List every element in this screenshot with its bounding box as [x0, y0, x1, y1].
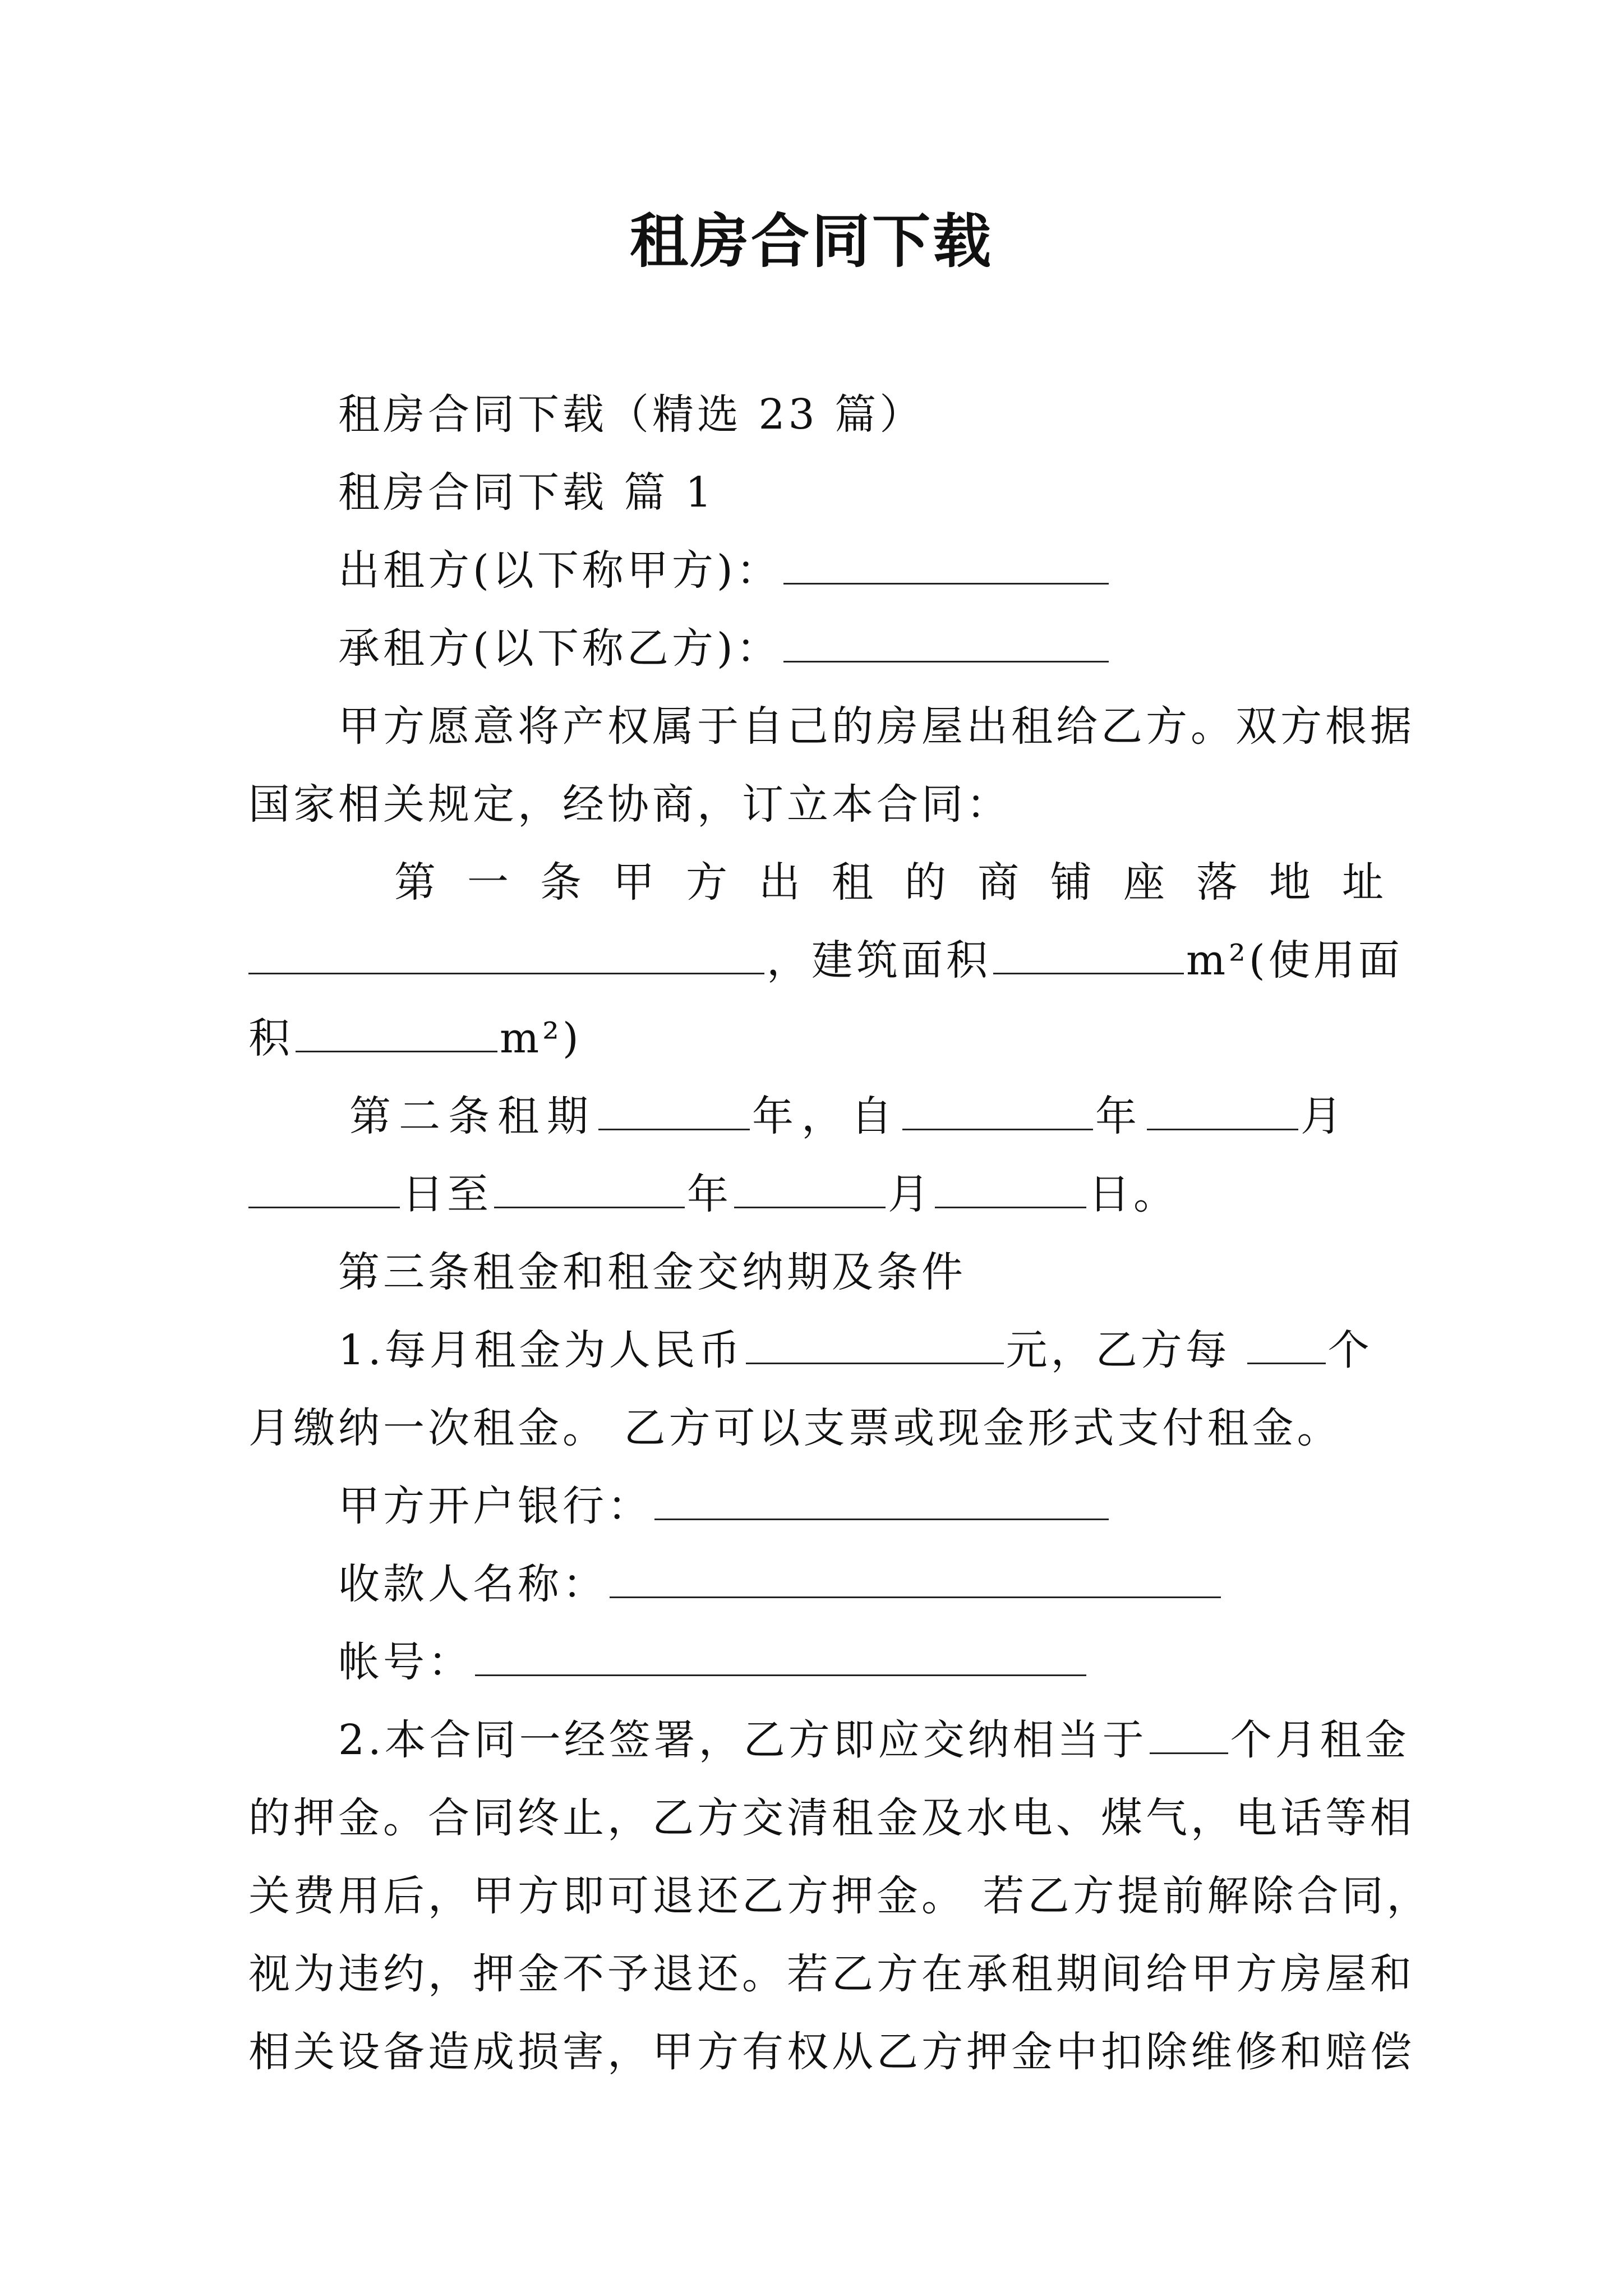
art1-char: 条	[540, 858, 585, 907]
article-3-item-2-line-5	[248, 2013, 1415, 2091]
document-title: 租房合同下载	[629, 207, 993, 275]
art2-month: 月	[1301, 1092, 1350, 1140]
art2-day-to: 日至	[402, 1170, 492, 1218]
art1-char: 商	[978, 858, 1022, 907]
document-body	[248, 376, 1432, 2091]
art3-item2-line5: 相关设备造成损害，甲方有权从乙方押金中扣除维修和赔偿	[248, 2028, 1415, 2076]
term-years-blank[interactable]	[598, 1088, 750, 1130]
payee-blank[interactable]	[610, 1556, 1221, 1598]
art1-char: 的	[905, 858, 949, 907]
account-line	[248, 1623, 1387, 1701]
end-month-blank[interactable]	[734, 1166, 886, 1208]
article-1-line-2	[248, 922, 1403, 1000]
art2-year: 年，	[752, 1092, 851, 1140]
article-3-heading	[248, 1234, 1387, 1312]
art1-char: 落	[1196, 858, 1241, 907]
article-1-line-3	[248, 1000, 1387, 1078]
art3-item2-line2: 的押金。合同终止，乙方交清租金及水电、煤气，电话等相	[248, 1794, 1415, 1842]
start-month-blank[interactable]	[1147, 1088, 1298, 1130]
intro-text-2: 国家相关规定，经协商，订立本合同：	[248, 780, 1011, 829]
art3-item2-a: 2.本合同一经签署，乙方即应交纳相当于	[338, 1716, 1147, 1764]
art2-year2: 年	[1095, 1092, 1145, 1140]
end-year-blank[interactable]	[494, 1166, 685, 1208]
end-day-blank[interactable]	[935, 1166, 1086, 1208]
art3-item1-a: 1.每月租金为人民币	[338, 1326, 744, 1374]
article-1-line-1	[248, 844, 1387, 922]
article-2-line-2	[248, 1156, 1387, 1234]
art3-heading-text: 第三条租金和租金交纳期及条件	[338, 1248, 966, 1296]
subtitle	[248, 376, 1387, 454]
section-heading-text: 租房合同下载 篇 1	[338, 468, 716, 517]
payee-line	[248, 1545, 1387, 1623]
art2-day-end: 日。	[1089, 1170, 1178, 1218]
art3-item1-c: 个	[1327, 1326, 1373, 1374]
lessee-label: 承租方(以下称乙方)：	[338, 624, 781, 673]
address-blank[interactable]	[248, 932, 764, 974]
monthly-rent-blank[interactable]	[746, 1322, 1004, 1364]
art1-char: 租	[832, 858, 877, 907]
lessor-blank[interactable]	[783, 542, 1109, 585]
article-3-item-2-line-2	[248, 1779, 1415, 1857]
bank-blank[interactable]	[654, 1478, 1109, 1520]
intro-line-1	[248, 688, 1415, 766]
art3-item2-line4: 视为违约，押金不予退还。若乙方在承租期间给甲方房屋和	[248, 1950, 1415, 1998]
article-3-item-1-line-2	[248, 1389, 1387, 1467]
account-label: 帐号：	[338, 1638, 473, 1686]
art2-from: 自	[851, 1092, 900, 1140]
start-year-blank[interactable]	[902, 1088, 1093, 1130]
article-2-line-1	[248, 1078, 1387, 1156]
lessor-line	[248, 532, 1387, 610]
art2-label: 第二条租期	[349, 1092, 596, 1140]
payee-label: 收款人名称：	[338, 1560, 607, 1608]
art3-item2-b: 个月租金	[1230, 1716, 1410, 1764]
usable-area-blank[interactable]	[296, 1010, 497, 1052]
article-3-item-2-line-1	[248, 1701, 1410, 1779]
art1-char: 方	[686, 858, 731, 907]
usable-unit: m²)	[500, 1014, 582, 1062]
area-unit: m²(使用面	[1186, 936, 1403, 984]
start-day-blank[interactable]	[248, 1166, 400, 1208]
art3-item1-line2: 月缴纳一次租金。 乙方可以支票或现金形式支付租金。	[248, 1404, 1342, 1452]
area-blank[interactable]	[993, 932, 1184, 974]
lessee-blank[interactable]	[783, 620, 1109, 662]
account-blank[interactable]	[475, 1634, 1086, 1676]
art1-char: 第	[394, 858, 439, 907]
art1-char: 甲	[613, 858, 658, 907]
article-3-item-2-line-3	[248, 1857, 1432, 1935]
bank-line	[248, 1467, 1387, 1545]
art1-char: 铺	[1050, 858, 1095, 907]
intro-line-2	[248, 766, 1387, 844]
area-label: ，建筑面积	[767, 936, 991, 984]
lessee-line	[248, 610, 1387, 688]
article-3-item-2-line-4	[248, 1935, 1415, 2013]
section-heading	[248, 454, 1387, 532]
art1-char: 地	[1269, 858, 1314, 907]
intro-text-1: 甲方愿意将产权属于自己的房屋出租给乙方。双方根据	[338, 702, 1415, 751]
art1-char: 址	[1342, 858, 1387, 907]
art1-char: 一	[467, 858, 512, 907]
payment-interval-blank[interactable]	[1247, 1322, 1326, 1364]
bank-label: 甲方开户银行：	[338, 1482, 652, 1530]
art2-year3: 年	[687, 1170, 732, 1218]
art2-month2: 月	[888, 1170, 933, 1218]
art1-char: 座	[1123, 858, 1168, 907]
deposit-months-blank[interactable]	[1150, 1712, 1228, 1754]
subtitle-text: 租房合同下载（精选 23 篇）	[338, 390, 925, 439]
art3-item2-line3: 关费用后，甲方即可退还乙方押金。 若乙方提前解除合同，	[248, 1872, 1432, 1920]
art1-char: 出	[759, 858, 804, 907]
lessor-label: 出租方(以下称甲方)：	[338, 546, 781, 595]
article-3-item-1-line-1	[248, 1312, 1387, 1389]
usable-label: 积	[248, 1014, 293, 1062]
art3-item1-b: 元，乙方每	[1006, 1326, 1230, 1374]
